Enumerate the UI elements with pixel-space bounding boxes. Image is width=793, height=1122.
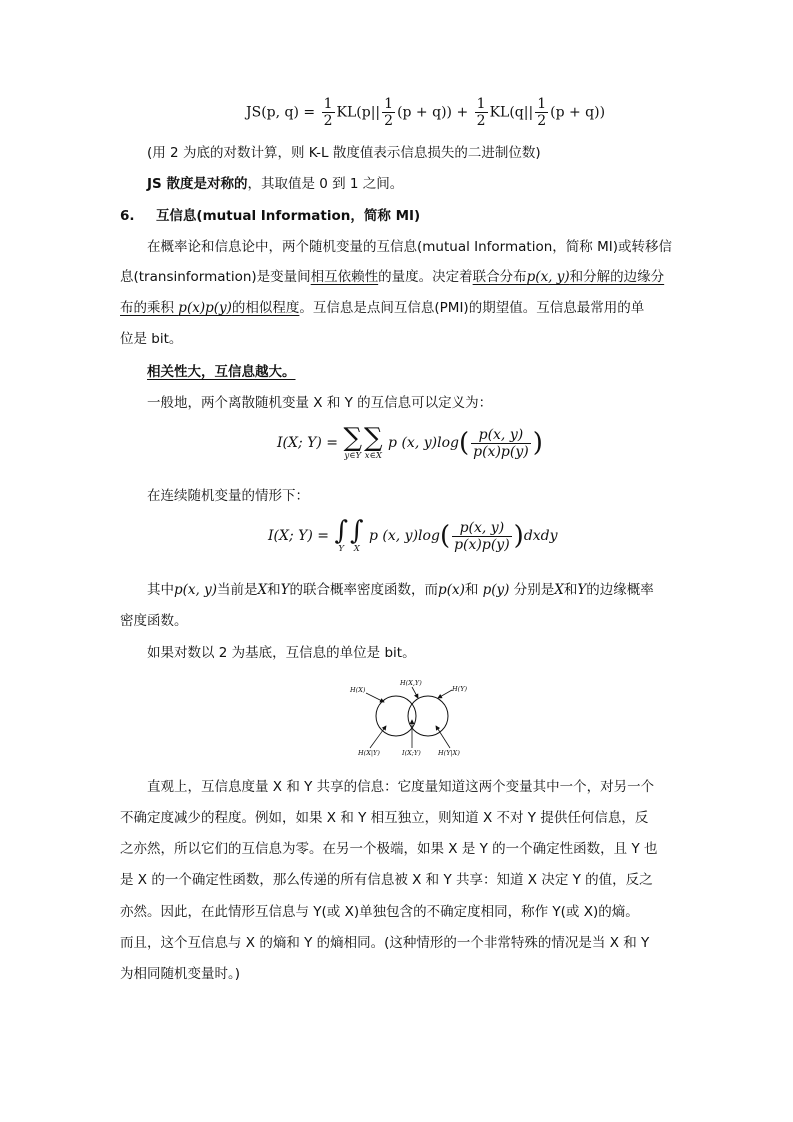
arrow-hy bbox=[438, 690, 452, 698]
paragraph-6-line-6: 而且，这个互信息与 X 的熵和 Y 的熵相同。(这种情形的一个非常特殊的情况是当 X 和 Y bbox=[120, 935, 650, 951]
label-ixy: I(X;Y) bbox=[402, 749, 421, 757]
arrow-hx bbox=[366, 693, 384, 702]
paragraph-6-line-3: 之亦然，所以它们的互信息为零。在另一个极端，如果 X 是 Y 的一个确定性函数，且 Y 也 bbox=[120, 841, 658, 857]
paragraph-6-line-5: 亦然。因此，在此情形互信息与 Y(或 X)单独包含的不确定度相同，称作 Y(或 X)的熵。 bbox=[120, 904, 639, 920]
section-heading: 6. 互信息(mutual Information，简称 MI) bbox=[120, 208, 421, 224]
paragraph-1-line-1: 在概率论和信息论中，两个随机变量的互信息(mutual Information，简称 MI)或转移信 bbox=[147, 239, 672, 255]
paragraph-4-line-2: 密度函数。 bbox=[120, 613, 188, 629]
arrow-hx-given-y bbox=[370, 726, 386, 748]
paragraph-1-line-3: 布的乘积 p(x)p(y)的相似程度。互信息是点间互信息(PMI)的期望值。互信息最常用的单 bbox=[120, 300, 645, 316]
paragraph-1-line-4: 位是 bit。 bbox=[120, 331, 183, 347]
circle-x bbox=[376, 696, 416, 736]
js-symmetric-line: JS 散度是对称的，其取值是 0 到 1 之间。 bbox=[147, 176, 404, 192]
paragraph-5: 如果对数以 2 为基底，互信息的单位是 bit。 bbox=[147, 645, 416, 661]
arrow-hxy bbox=[412, 687, 418, 698]
continuous-intro: 在连续随机变量的情形下： bbox=[147, 488, 309, 504]
label-hxy: H(X,Y) bbox=[400, 679, 422, 687]
paragraph-1-line-2: 息(transinformation)是变量间相互依赖性的量度。决定着联合分布p(x, y)和分解的边缘分 bbox=[120, 269, 665, 285]
js-formula: JS(p, q) = $\frac{1}{2}$ KL(p|| $\frac{1}{2}$ (p + q)) + $\frac{1}{2}$ KL(q|| $\frac{1}{2}$ (p + q)) bbox=[246, 96, 606, 129]
label-hy-given-x: H(Y|X) bbox=[438, 749, 460, 757]
paragraph-6-line-2: 不确定度减少的程度。例如，如果 X 和 Y 相互独立，则知道 X 不对 Y 提供任何信息，反 bbox=[120, 810, 649, 826]
entropy-venn-diagram bbox=[340, 676, 480, 762]
emphasis-line: 相关性大，互信息越大。 bbox=[147, 364, 296, 380]
paragraph-6-line-1: 直观上，互信息度量 X 和 Y 共享的信息：它度量知道这两个变量其中一个，对另一个 bbox=[147, 779, 655, 795]
paragraph-6-line-4: 是 X 的一个确定性函数，那么传递的所有信息被 X 和 Y 共享：知道 X 决定 Y 的值，反之 bbox=[120, 872, 653, 888]
js-note: (用 2 为底的对数计算，则 K-L 散度值表示信息损失的二进制位数) bbox=[147, 145, 541, 161]
label-hy: H(Y) bbox=[452, 685, 468, 693]
circle-y bbox=[408, 696, 448, 736]
discrete-intro: 一般地，两个离散随机变量 X 和 Y 的互信息可以定义为： bbox=[147, 395, 493, 411]
mi-continuous-formula: I(X; Y) = ∫ Y ∫ X p (x, y)log( $\frac{p(x, y)}{p(x)p(y)}$ )dxdy bbox=[268, 516, 558, 554]
paragraph-6-line-7: 为相同随机变量时。) bbox=[120, 966, 241, 982]
paragraph-4-line-1: 其中p(x, y)当前是X和Y的联合概率密度函数，而p(x)和 p(y) 分别是X和Y的边缘概率 bbox=[147, 582, 654, 598]
label-hx: H(X) bbox=[350, 686, 366, 694]
label-hx-given-y: H(X|Y) bbox=[358, 749, 380, 757]
mi-discrete-formula: I(X; Y) = ∑ y∈Y ∑ x∈X p (x, y)log( $\frac{p(x, y)}{p(x)p(y)}$ ) bbox=[277, 423, 543, 461]
